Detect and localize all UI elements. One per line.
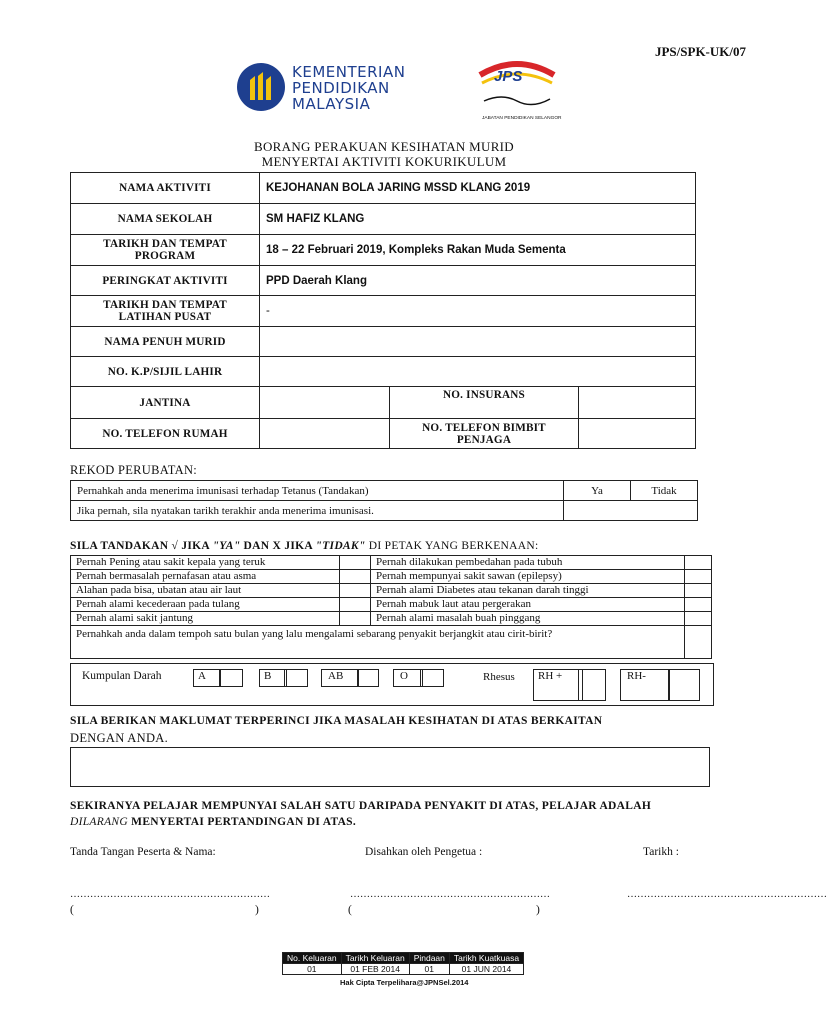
- doc-value-tarikh-kuatkuasa: 01 JUN 2014: [449, 964, 523, 975]
- value-tarikh-latihan[interactable]: -: [260, 296, 696, 327]
- signature-pengetua-line[interactable]: ……………………………………………………: [350, 889, 550, 900]
- rhesus-label: Rhesus: [483, 671, 515, 683]
- doc-value-tarikh-keluaran: 01 FEB 2014: [341, 964, 409, 975]
- check-buah-pinggang[interactable]: [685, 612, 712, 626]
- kpm-logo-emblem: [236, 62, 286, 112]
- doc-value-no-keluaran: 01: [283, 964, 342, 975]
- blood-b-checkbox[interactable]: [284, 669, 308, 687]
- warning-line2: DILARANG MENYERTAI PERTANDINGAN DI ATAS.: [70, 816, 357, 828]
- rh-minus-checkbox[interactable]: [668, 669, 700, 701]
- check-berjangkit[interactable]: [685, 626, 712, 659]
- warning-line1: SEKIRANYA PELAJAR MEMPUNYAI SALAH SATU DARIPADA PENYAKIT DI ATAS, PELAJAR ADALAH: [70, 800, 652, 812]
- label-peringkat-aktiviti: PERINGKAT AKTIVITI: [71, 266, 260, 296]
- cond-jantung: Pernah alami sakit jantung: [71, 612, 340, 626]
- form-title-line1: BORANG PERAKUAN KESIHATAN MURID: [254, 139, 514, 154]
- blood-a-label: A: [193, 669, 221, 687]
- doc-header-no-keluaran: No. Keluaran: [283, 953, 342, 964]
- value-telefon-rumah[interactable]: [260, 419, 390, 449]
- label-tarikh-program: TARIKH DAN TEMPAT PROGRAM: [71, 235, 260, 266]
- check-jantung[interactable]: [340, 612, 371, 626]
- tetanus-date-answer[interactable]: [564, 501, 698, 521]
- blood-group-label: Kumpulan Darah: [82, 670, 162, 682]
- rh-plus-checkbox[interactable]: [578, 669, 606, 701]
- blood-ab-checkbox[interactable]: [357, 669, 379, 687]
- peserta-name-close: ): [255, 904, 259, 916]
- label-telefon-rumah: NO. TELEFON RUMAH: [71, 419, 260, 449]
- blood-group-row: [70, 663, 714, 706]
- doc-header-pindaan: Pindaan: [409, 953, 449, 964]
- cond-alahan: Alahan pada bisa, ubatan atau air laut: [71, 584, 340, 598]
- label-nama-murid: NAMA PENUH MURID: [71, 327, 260, 357]
- check-pening[interactable]: [340, 556, 371, 570]
- blood-o-checkbox[interactable]: [420, 669, 444, 687]
- student-info-table: [70, 172, 696, 449]
- value-nama-aktiviti[interactable]: KEJOHANAN BOLA JARING MSSD KLANG 2019: [260, 173, 696, 204]
- check-pembedahan[interactable]: [685, 556, 712, 570]
- value-no-insurans[interactable]: [579, 387, 696, 419]
- rh-minus-label: RH-: [620, 669, 670, 701]
- blood-o-label: O: [393, 669, 423, 687]
- jps-logo: [472, 55, 562, 125]
- cond-pembedahan: Pernah dilakukan pembedahan pada tubuh: [371, 556, 685, 570]
- detail-heading-line1: SILA BERIKAN MAKLUMAT TERPERINCI JIKA MASALAH KESIHATAN DI ATAS BERKAITAN: [70, 715, 603, 727]
- signature-peserta-line[interactable]: ……………………………………………………: [70, 889, 270, 900]
- tetanus-date-question: Jika pernah, sila nyatakan tarikh terakhir anda menerima imunisasi.: [71, 501, 564, 521]
- value-tarikh-program[interactable]: 18 – 22 Februari 2019, Kompleks Rakan Muda Sementa: [260, 235, 696, 266]
- label-jantina: JANTINA: [71, 387, 260, 419]
- form-reference-code: JPS/SPK-UK/07: [654, 44, 746, 59]
- check-sawan[interactable]: [685, 570, 712, 584]
- signature-pengetua-label: Disahkan oleh Pengetua :: [365, 846, 483, 858]
- svg-text:JABATAN PENDIDIKAN SELANGOR: JABATAN PENDIDIKAN SELANGOR: [482, 116, 562, 121]
- value-jantina[interactable]: [260, 387, 390, 419]
- label-no-insurans: NO. INSURANS: [390, 387, 579, 419]
- value-telefon-bimbit[interactable]: [579, 419, 696, 449]
- doc-header-tarikh-keluaran: Tarikh Keluaran: [341, 953, 409, 964]
- pengetua-name-close: ): [536, 904, 540, 916]
- checklist-heading: SILA TANDAKAN √ JIKA "YA" DAN X JIKA "TIDAK" DI PETAK YANG BERKENAAN:: [70, 540, 539, 552]
- svg-text:JPS: JPS: [494, 68, 523, 85]
- value-no-kp[interactable]: [260, 357, 696, 387]
- label-nama-sekolah: NAMA SEKOLAH: [71, 204, 260, 235]
- peserta-name-open: (: [70, 904, 74, 916]
- doc-header-tarikh-kuatkuasa: Tarikh Kuatkuasa: [449, 953, 523, 964]
- label-nama-aktiviti: NAMA AKTIVITI: [71, 173, 260, 204]
- cond-mabuk: Pernah mabuk laut atau pergerakan: [371, 598, 685, 612]
- check-alahan[interactable]: [340, 584, 371, 598]
- label-no-kp: NO. K.P/SIJIL LAHIR: [71, 357, 260, 387]
- signature-tarikh-line[interactable]: ……………………………………………………: [627, 889, 827, 900]
- doc-value-pindaan: 01: [409, 964, 449, 975]
- signature-tarikh-label: Tarikh :: [643, 846, 679, 858]
- detail-textarea[interactable]: [70, 747, 710, 787]
- check-asma[interactable]: [340, 570, 371, 584]
- cond-pening: Pernah Pening atau sakit kepala yang teruk: [71, 556, 340, 570]
- immunisation-table: [70, 480, 698, 521]
- pengetua-name-open: (: [348, 904, 352, 916]
- signature-peserta-label: Tanda Tangan Peserta & Nama:: [70, 846, 216, 858]
- blood-ab-label: AB: [321, 669, 359, 687]
- form-title-line2: MENYERTAI AKTIVITI KOKURIKULUM: [261, 154, 507, 169]
- cond-berjangkit: Pernahkah anda dalam tempoh satu bulan yang lalu mengalami sebarang penyakit berjangkit atau cirit-birit?: [71, 626, 685, 659]
- tetanus-tidak[interactable]: Tidak: [631, 481, 698, 501]
- check-tulang[interactable]: [340, 598, 371, 612]
- cond-diabetes: Pernah alami Diabetes atau tekanan darah tinggi: [371, 584, 685, 598]
- blood-a-checkbox[interactable]: [219, 669, 243, 687]
- cond-tulang: Pernah alami kecederaan pada tulang: [71, 598, 340, 612]
- document-control-table: [282, 952, 524, 975]
- label-telefon-bimbit: NO. TELEFON BIMBIT PENJAGA: [390, 419, 579, 449]
- value-peringkat-aktiviti[interactable]: PPD Daerah Klang: [260, 266, 696, 296]
- check-diabetes[interactable]: [685, 584, 712, 598]
- cond-sawan: Pernah mempunyai sakit sawan (epilepsy): [371, 570, 685, 584]
- cond-buah-pinggang: Pernah alami masalah buah pinggang: [371, 612, 685, 626]
- value-nama-sekolah[interactable]: SM HAFIZ KLANG: [260, 204, 696, 235]
- value-nama-murid[interactable]: [260, 327, 696, 357]
- rh-plus-label: RH +: [533, 669, 583, 701]
- kpm-logo-text: KEMENTERIAN PENDIDIKAN MALAYSIA: [292, 63, 406, 113]
- blood-b-label: B: [259, 669, 287, 687]
- detail-heading-line2: DENGAN ANDA.: [70, 731, 169, 745]
- copyright-text: Hak Cipta Terpelihara@JPNSel.2014: [340, 978, 469, 987]
- tetanus-ya[interactable]: Ya: [564, 481, 631, 501]
- cond-asma: Pernah bermasalah pernafasan atau asma: [71, 570, 340, 584]
- tetanus-question: Pernahkah anda menerima imunisasi terhadap Tetanus (Tandakan): [71, 481, 564, 501]
- label-tarikh-latihan: TARIKH DAN TEMPAT LATIHAN PUSAT: [71, 296, 260, 327]
- check-mabuk[interactable]: [685, 598, 712, 612]
- rekod-heading: REKOD PERUBATAN:: [70, 463, 198, 477]
- health-checklist-table: [70, 555, 712, 659]
